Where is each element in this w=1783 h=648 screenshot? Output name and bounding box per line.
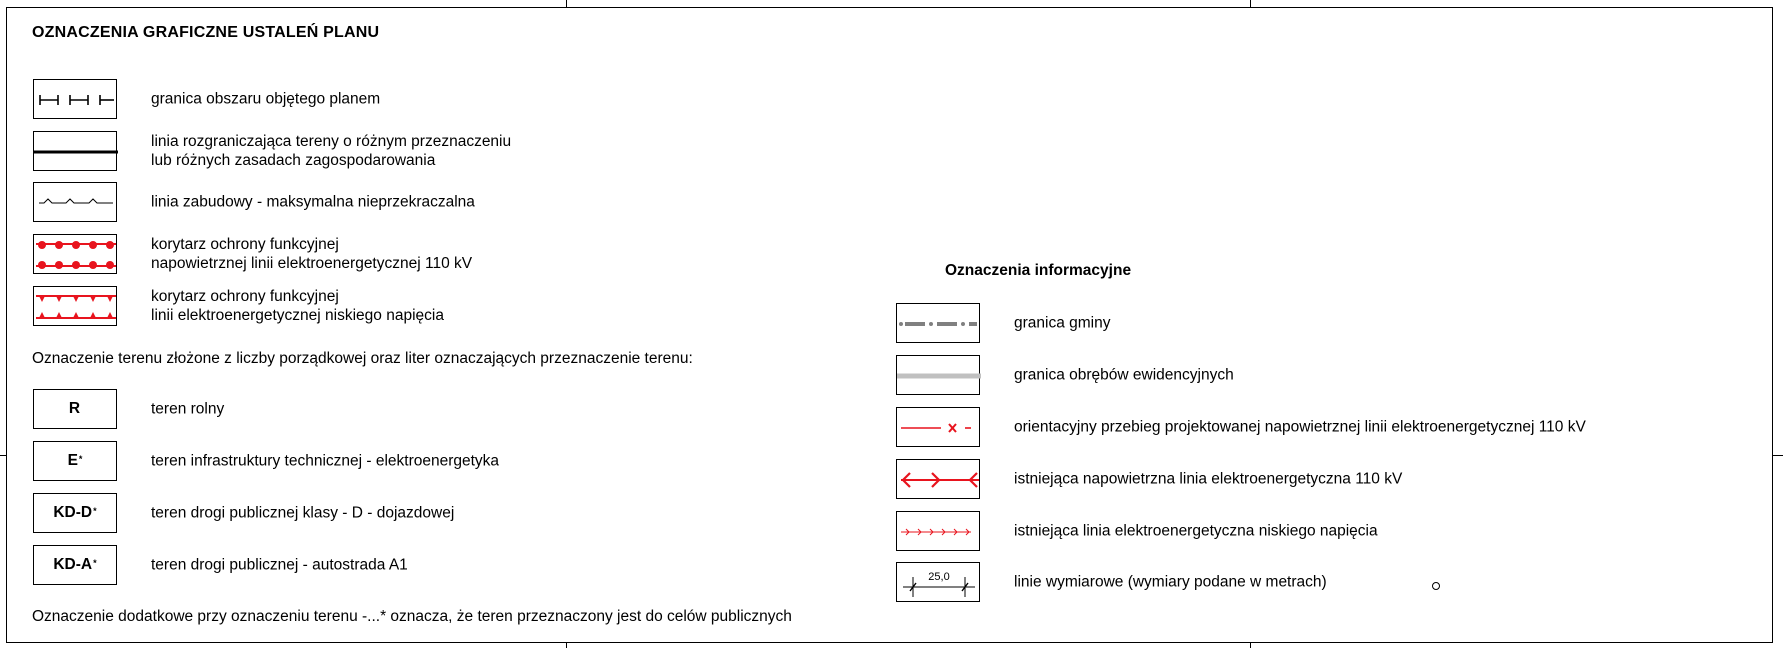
legend-label: teren drogi publicznej klasy - D - dojazdowej — [151, 504, 455, 522]
frame-tick — [566, 643, 567, 648]
legend-label: linie wymiarowe (wymiary podane w metrach) — [1014, 573, 1327, 591]
red-triangles-band-icon — [33, 286, 117, 326]
legend-label: granica gminy — [1014, 314, 1111, 332]
dimension-line-icon — [896, 562, 980, 602]
frame-tick — [1250, 0, 1251, 7]
legend-label: korytarz ochrony funkcyjnej napowietrznej linii elektroenergetycznej 110 kV — [151, 236, 473, 272]
thick-line-icon — [33, 131, 117, 171]
red-small-arrows-line-icon — [896, 511, 980, 551]
gray-dash-dot-line-icon — [896, 303, 980, 343]
terrain-intro-text: Oznaczenie terenu złożone z liczby porządkowej oraz liter oznaczających przeznaczenie terenu: — [32, 350, 693, 367]
legend-label: teren drogi publicznej - autostrada A1 — [151, 556, 408, 574]
zigzag-line-icon — [33, 182, 117, 222]
boundary-tick-line-icon — [33, 79, 117, 119]
info-section-title: Oznaczenia informacyjne — [945, 262, 1132, 279]
footnote-text: Oznaczenie dodatkowe przy oznaczeniu terenu -...* oznacza, że teren przeznaczony jest do celów publicznych — [32, 608, 792, 625]
legend-label: istniejąca linia elektroenergetyczna niskiego napięcia — [1014, 522, 1378, 540]
red-line-x-icon — [896, 407, 980, 447]
red-arrow-line-icon — [896, 459, 980, 499]
frame-tick — [566, 0, 567, 7]
small-circle-mark — [1432, 582, 1440, 590]
terrain-code-box: KD-D * — [33, 493, 117, 533]
dimension-value: 25,0 — [928, 571, 950, 583]
legend-title: OZNACZENIA GRAFICZNE USTALEŃ PLANU — [32, 24, 380, 41]
light-gray-line-icon — [896, 355, 980, 395]
terrain-code-box: E * — [33, 441, 117, 481]
legend-label: korytarz ochrony funkcyjnej linii elektroenergetycznej niskiego napięcia — [151, 288, 444, 324]
frame-tick — [0, 455, 6, 456]
legend-label: linia zabudowy - maksymalna nieprzekraczalna — [151, 193, 475, 211]
frame-tick — [1773, 455, 1783, 456]
legend-label: istniejąca napowietrzna linia elektroenergetyczna 110 kV — [1014, 470, 1403, 488]
terrain-code-box: KD-A * — [33, 545, 117, 585]
legend-label: granica obszaru objętego planem — [151, 90, 381, 108]
legend-label: teren rolny — [151, 400, 225, 418]
frame-tick — [1250, 643, 1251, 648]
legend-label: linia rozgraniczająca tereny o różnym przeznaczeniu lub różnych zasadach zagospodarowania — [151, 133, 512, 169]
legend-label: orientacyjny przebieg projektowanej napowietrznej linii elektroenergetycznej 110 kV — [1014, 418, 1586, 436]
red-dots-band-icon — [33, 234, 117, 274]
terrain-code-box: R — [33, 389, 117, 429]
legend-label: teren infrastruktury technicznej - elektroenergetyka — [151, 452, 500, 470]
legend-label: granica obrębów ewidencyjnych — [1014, 366, 1234, 384]
